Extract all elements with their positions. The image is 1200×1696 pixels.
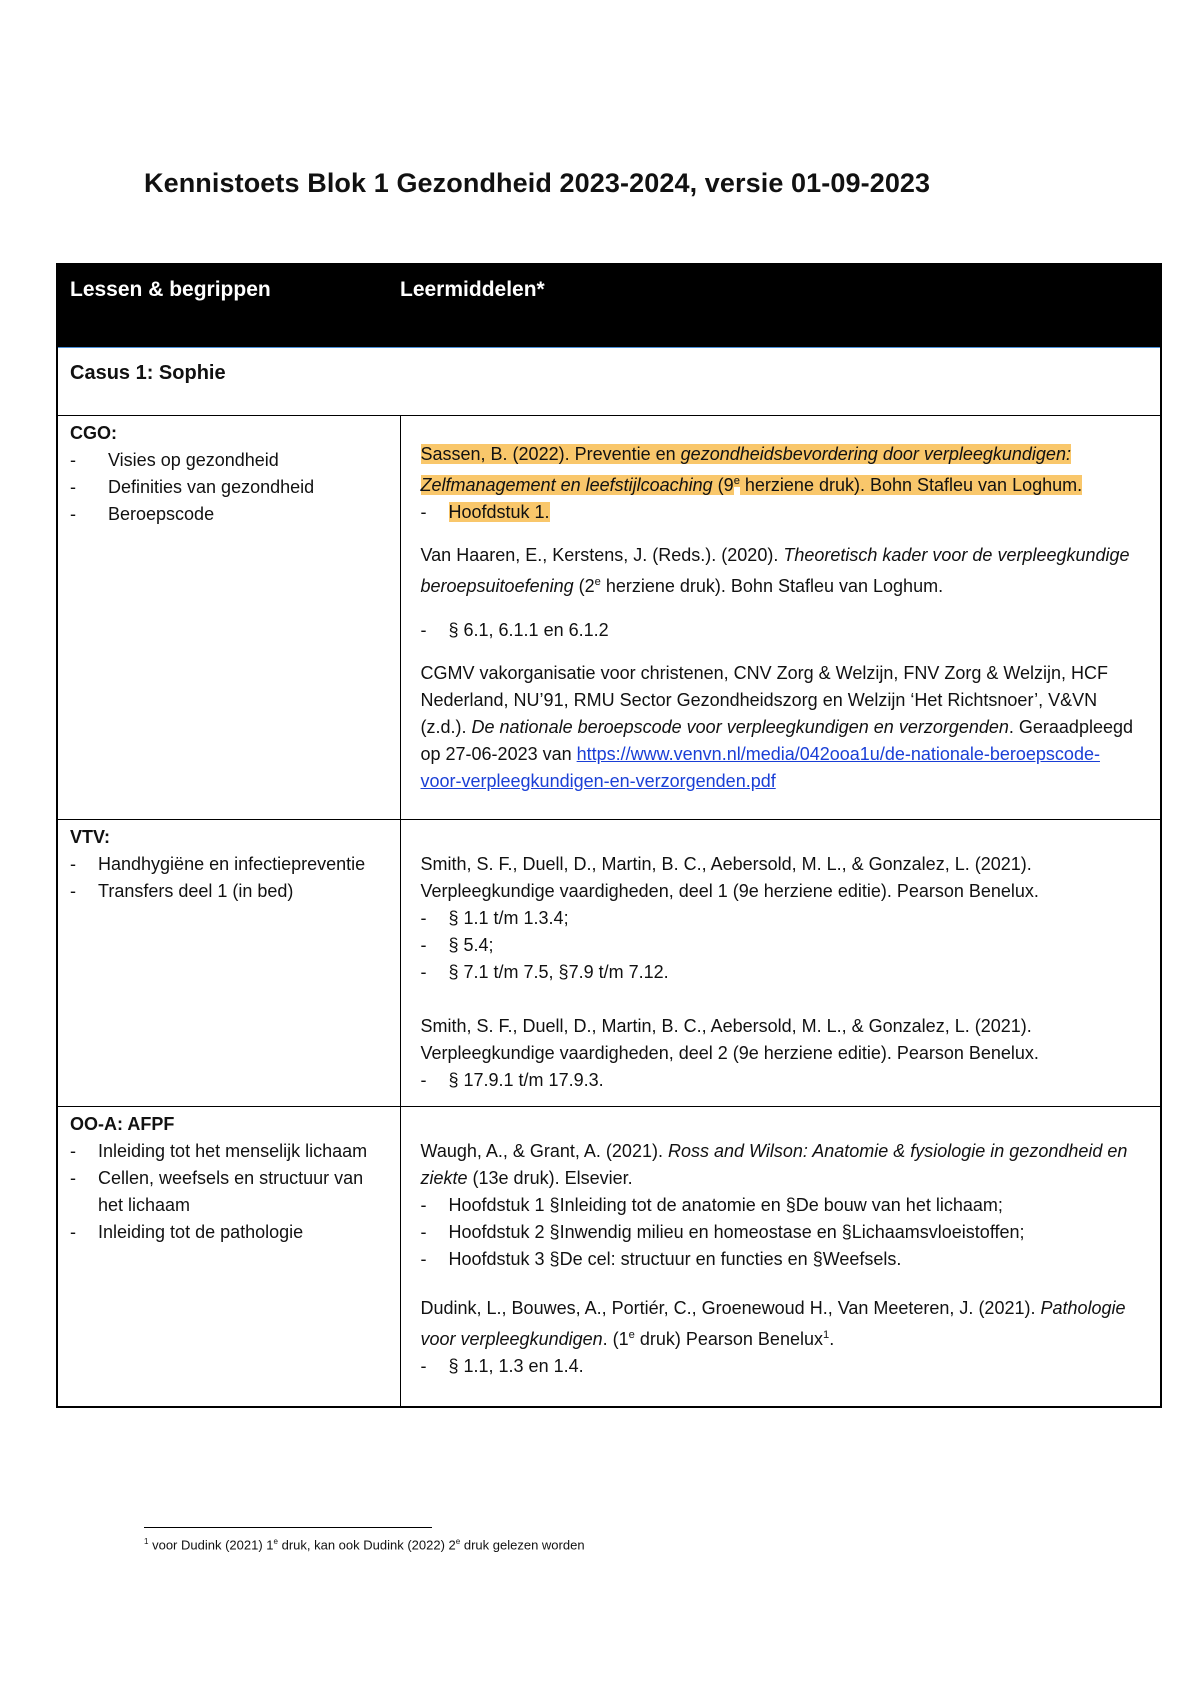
list-item: - § 17.9.1 t/m 17.9.3. xyxy=(421,1067,1137,1094)
list-item: - Handhygiëne en infectiepreventie xyxy=(70,851,392,878)
reference-dudink: Dudink, L., Bouwes, A., Portiér, C., Groenewoud H., Van Meeteren, J. (2021). Pathologie voor verpleegkundigen. (1e druk) Pearson Benelux$^1$. - § 1.1, 1.3 en 1.4. xyxy=(421,1295,1137,1380)
section-label: OO-A: AFPF xyxy=(70,1114,175,1134)
list-item: - Hoofdstuk 1. xyxy=(421,499,1137,526)
lessons-cell-vtv xyxy=(57,820,400,1107)
list-item: - Inleiding tot het menselijk lichaam xyxy=(70,1138,392,1165)
reference-sassen: Sassen, B. (2022). Preventie en gezondheidsbevordering door verpleegkundigen: Zelfmanagement en leefstijlcoaching (9e herziene druk). Bohn Stafleu van Loghum. - Hoofdstuk 1. xyxy=(421,441,1137,526)
section-label: CGO: xyxy=(70,423,117,443)
list-item: - Hoofdstuk 2 §Inwendig milieu en homeostase en §Lichaamsvloeistoffen; xyxy=(421,1219,1137,1246)
section-row-cgo xyxy=(57,416,1161,820)
reference-van-haaren: Van Haaren, E., Kerstens, J. (Reds.). (2020). Theoretisch kader voor de verpleegkundige beroepsuitoefening (2e herziene druk). Bohn Stafleu van Loghum. - § 6.1, 6.1.1 en 6.1.2 xyxy=(421,542,1137,644)
footnote-separator xyxy=(144,1527,432,1528)
reference-smith-deel-2: Smith, S. F., Duell, D., Martin, B. C., Aebersold, M. L., & Gonzalez, L. (2021). Verpleegkundige vaardigheden, deel 2 (9e herziene editie). Pearson Benelux. - § 17.9.1 t/m 17.9.3. xyxy=(421,1013,1137,1094)
list-item: - § 6.1, 6.1.1 en 6.1.2 xyxy=(421,617,1137,644)
casus-title: Casus 1: Sophie xyxy=(57,348,1161,416)
list-item: - Cellen, weefsels en structuur van het lichaam xyxy=(70,1165,392,1219)
section-label: VTV: xyxy=(70,827,111,847)
list-item: - Hoofdstuk 1 §Inleiding tot de anatomie en §De bouw van het lichaam; xyxy=(421,1192,1137,1219)
reference-waugh: Waugh, A., & Grant, A. (2021). Ross and Wilson: Anatomie & fysiologie in gezondheid en ziekte (13e druk). Elsevier. - Hoofdstuk 1 §Inleiding tot de anatomie en §De bouw van het lichaam; - Hoofdstuk 2 §Inwendig milieu en homeostase en §Lichaamsvloeistoffen; - Hoofdstuk 3 §De cel: structuur en functies en §Weefsels. xyxy=(421,1138,1137,1273)
section-row-ooa xyxy=(57,1107,1161,1408)
materials-cell-ooa xyxy=(400,1107,1161,1408)
list-item: - Beroepscode xyxy=(70,501,392,528)
lessons-cell-ooa xyxy=(57,1107,400,1408)
list-item: - § 1.1, 1.3 en 1.4. xyxy=(421,1353,1137,1380)
beroepscode-link[interactable]: https://www.venvn.nl/media/042ooa1u/de-nationale-beroepscode-voor-verpleegkundigen-en-verzorgenden.pdf xyxy=(420,744,1100,791)
topic-list xyxy=(70,851,392,905)
page-title: Kennistoets Blok 1 Gezondheid 2023-2024, versie 01-09-2023 xyxy=(144,168,931,198)
topic-list xyxy=(70,1138,392,1246)
list-item: - § 1.1 t/m 1.3.4; xyxy=(421,905,1137,932)
list-item: - § 5.4; xyxy=(421,932,1137,959)
header-cell-materials: Leermiddelen* xyxy=(400,264,1161,348)
footnote-marker[interactable]: 1 xyxy=(822,1329,830,1341)
list-item: - § 7.1 t/m 7.5, §7.9 t/m 7.12. xyxy=(421,959,1137,986)
footnote: $^1$ voor Dudink (2021) 1e druk, kan ook Dudink (2022) 2e druk gelezen worden xyxy=(144,1537,585,1553)
casus-row xyxy=(57,348,1161,416)
reference-smith-deel-1: Smith, S. F., Duell, D., Martin, B. C., Aebersold, M. L., & Gonzalez, L. (2021). Verpleegkundige vaardigheden, deel 1 (9e herziene editie). Pearson Benelux. - § 1.1 t/m 1.3.4; - § 5.4; - § 7.1 t/m 7.5, §7.9 t/m 7.12. xyxy=(421,851,1137,986)
reference-beroepscode: CGMV vakorganisatie voor christenen, CNV Zorg & Welzijn, FNV Zorg & Welzijn, HCF Nederland, NU’91, RMU Sector Gezondheidszorg en Welzijn ‘Het Richtsnoer’, V&VN (z.d.). De nationale beroepscode voor verpleegkundigen en verzorgenden. Geraadpleegd op 27-06-2023 van https://www.venvn.nl/media/042ooa1u/de-nationale-beroepscode-voor-verpleegkundigen-en-verzorgenden.pdf xyxy=(420,663,1133,791)
list-item: - Inleiding tot de pathologie xyxy=(70,1219,392,1246)
header-cell-lessons: Lessen & begrippen xyxy=(57,264,400,348)
curriculum-table xyxy=(56,263,1162,1408)
list-item: - Visies op gezondheid xyxy=(70,447,392,474)
materials-cell-vtv xyxy=(400,820,1161,1107)
table-header-row xyxy=(57,264,1161,348)
list-item: - Definities van gezondheid xyxy=(70,474,392,501)
section-row-vtv xyxy=(57,820,1161,1107)
materials-cell-cgo xyxy=(400,416,1161,820)
list-item: - Hoofdstuk 3 §De cel: structuur en functies en §Weefsels. xyxy=(421,1246,1137,1273)
list-item: - Transfers deel 1 (in bed) xyxy=(70,878,392,905)
topic-list xyxy=(70,447,392,528)
lessons-cell-cgo xyxy=(57,416,400,820)
